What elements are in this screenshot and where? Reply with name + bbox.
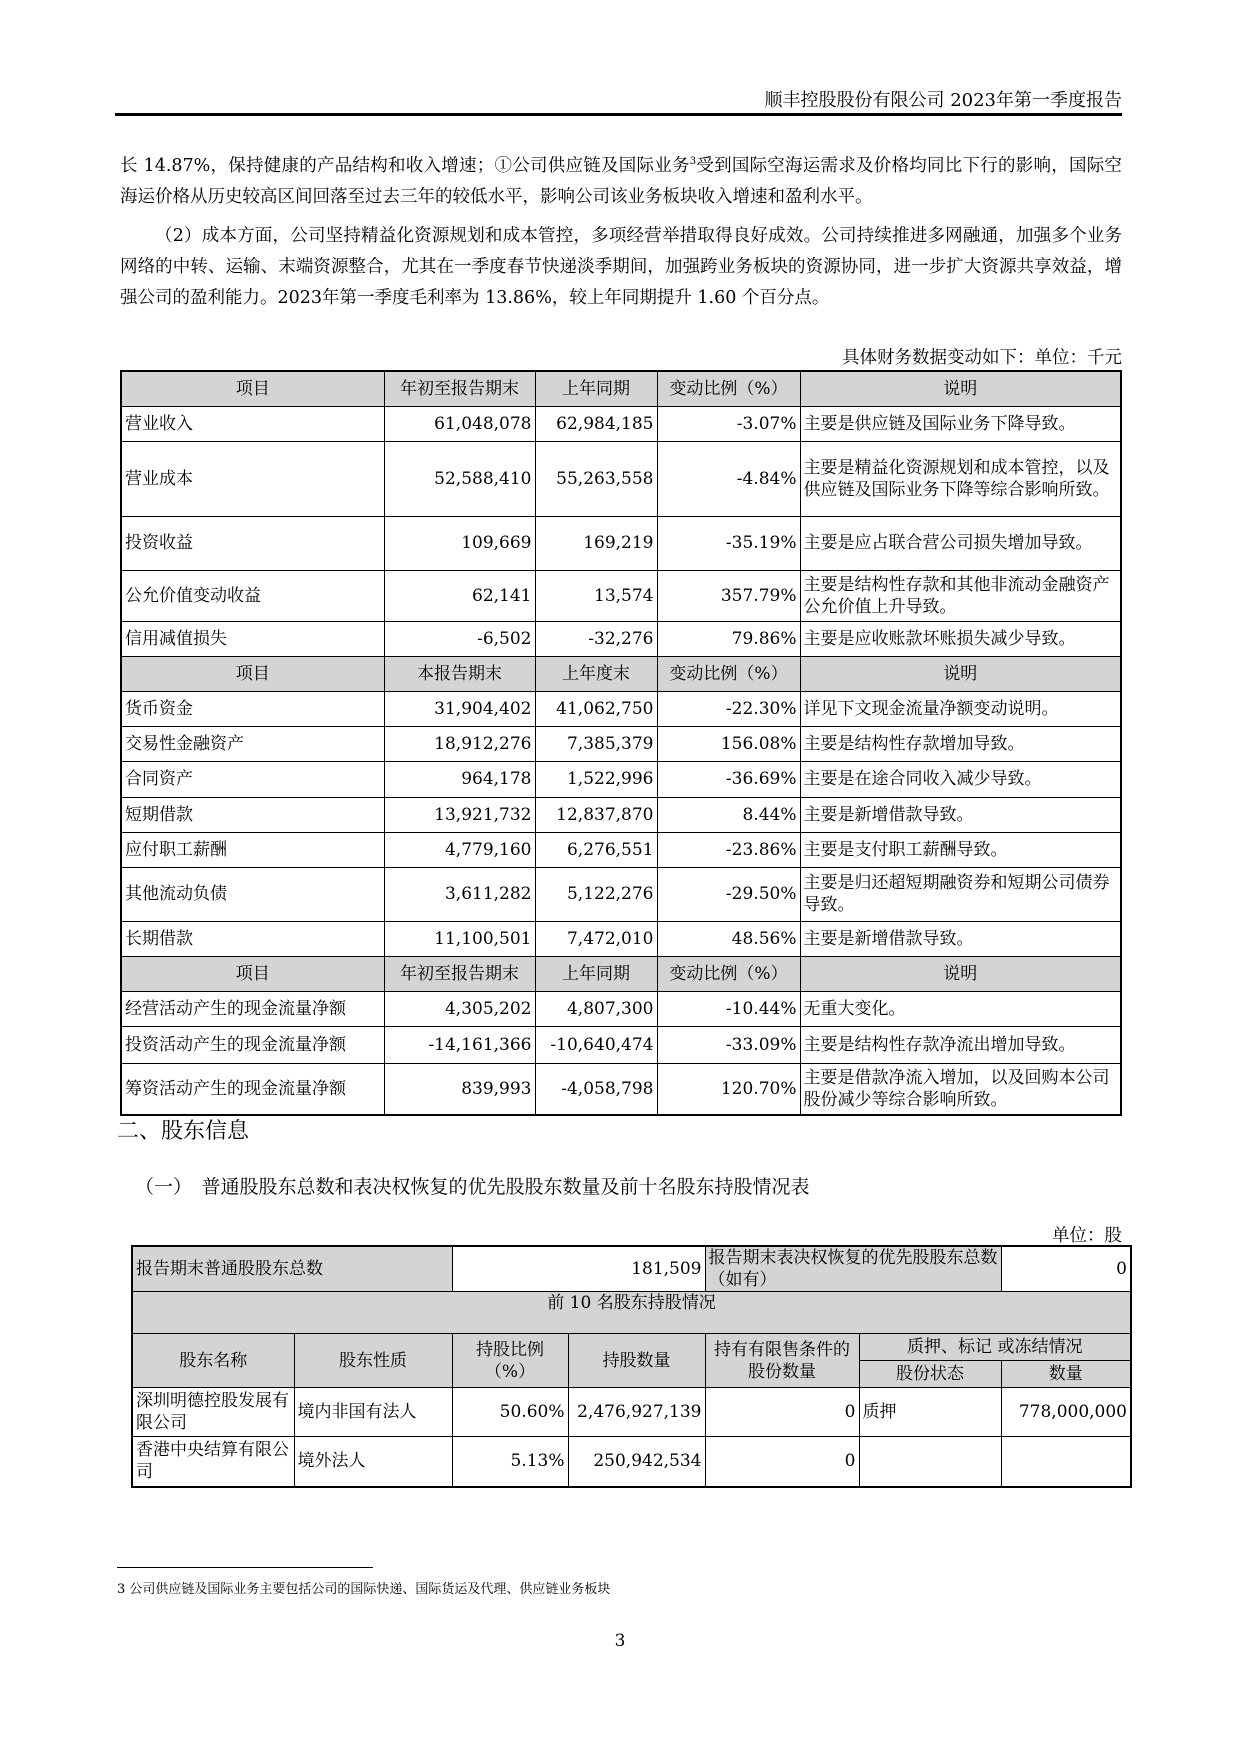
current-cell: 964,178 <box>384 761 535 797</box>
current-cell: 3,611,282 <box>384 867 535 921</box>
column-header: 变动比例（%） <box>657 956 800 991</box>
change-ratio-cell: 120.70% <box>657 1063 800 1115</box>
note-cell: 主要是结构性存款净流出增加导致。 <box>800 1026 1121 1063</box>
change-ratio-cell: -33.09% <box>657 1026 800 1063</box>
current-cell: -6,502 <box>384 621 535 656</box>
previous-cell: 1,522,996 <box>535 761 657 797</box>
note-cell: 主要是归还超短期融资券和短期公司债券导致。 <box>800 867 1121 921</box>
table-header-row <box>121 656 1121 691</box>
previous-cell: 6,276,551 <box>535 832 657 867</box>
item-cell: 信用减值损失 <box>121 621 384 656</box>
qty-cell: 2,476,927,139 <box>568 1388 705 1437</box>
table-row <box>121 1026 1121 1063</box>
shareholders-table <box>131 1245 1132 1488</box>
previous-cell: 169,219 <box>535 516 657 570</box>
col-pledge: 质押、标记 或冻结情况 <box>859 1334 1131 1361</box>
previous-cell: 13,574 <box>535 570 657 621</box>
nature-cell: 境内非国有法人 <box>294 1388 452 1437</box>
current-cell: 52,588,410 <box>384 441 535 516</box>
table-row <box>121 621 1121 656</box>
name-cell: 深圳明德控股发展有限公司 <box>132 1388 294 1437</box>
previous-cell: 62,984,185 <box>535 406 657 441</box>
current-cell: 18,912,276 <box>384 726 535 761</box>
note-cell: 主要是在途合同收入减少导致。 <box>800 761 1121 797</box>
summary-row <box>132 1246 1131 1292</box>
previous-cell: 7,385,379 <box>535 726 657 761</box>
change-ratio-cell: -35.19% <box>657 516 800 570</box>
item-cell: 其他流动负债 <box>121 867 384 921</box>
total-label: 报告期末普通股股东总数 <box>132 1246 452 1292</box>
col-status: 股份状态 <box>859 1361 1001 1388</box>
item-cell: 公允价值变动收益 <box>121 570 384 621</box>
change-ratio-cell: -36.69% <box>657 761 800 797</box>
item-cell: 交易性金融资产 <box>121 726 384 761</box>
column-header: 上年同期 <box>535 956 657 991</box>
ratio-cell: 5.13% <box>452 1437 568 1487</box>
status-cell <box>859 1437 1001 1487</box>
note-cell: 主要是应占联合营公司损失增加导致。 <box>800 516 1121 570</box>
change-ratio-cell: -29.50% <box>657 867 800 921</box>
note-cell: 主要是应收账款坏账损失减少导致。 <box>800 621 1121 656</box>
change-ratio-cell: -4.84% <box>657 441 800 516</box>
item-cell: 营业成本 <box>121 441 384 516</box>
footnote: 3 公司供应链及国际业务主要包括公司的国际快递、国际货运及代理、供应链业务板块 <box>117 1582 611 1597</box>
table-row <box>121 691 1121 726</box>
shareholder-row <box>132 1388 1131 1437</box>
name-cell: 香港中央结算有限公司 <box>132 1437 294 1487</box>
table-row <box>121 761 1121 797</box>
table-row <box>121 726 1121 761</box>
table-header-row <box>121 371 1121 406</box>
footnote-rule <box>117 1567 373 1568</box>
table-row <box>121 832 1121 867</box>
top10-title: 前 10 名股东持股情况 <box>132 1292 1131 1334</box>
column-header: 说明 <box>800 656 1121 691</box>
note-cell: 主要是借款净流入增加，以及回购本公司股份减少等综合影响所致。 <box>800 1063 1121 1115</box>
previous-cell: 7,472,010 <box>535 921 657 956</box>
note-cell: 详见下文现金流量净额变动说明。 <box>800 691 1121 726</box>
table-row <box>121 570 1121 621</box>
note-cell: 主要是结构性存款和其他非流动金融资产公允价值上升导致。 <box>800 570 1121 621</box>
table-row <box>121 406 1121 441</box>
amount-cell: 778,000,000 <box>1001 1388 1131 1437</box>
table-row <box>121 797 1121 832</box>
note-cell: 主要是支付职工薪酬导致。 <box>800 832 1121 867</box>
change-ratio-cell: -3.07% <box>657 406 800 441</box>
change-ratio-cell: 357.79% <box>657 570 800 621</box>
col-ratio: 持股比例（%） <box>452 1334 568 1388</box>
item-cell: 合同资产 <box>121 761 384 797</box>
change-ratio-cell: 48.56% <box>657 921 800 956</box>
change-ratio-cell: -10.44% <box>657 991 800 1026</box>
change-ratio-cell: 79.86% <box>657 621 800 656</box>
col-nature: 股东性质 <box>294 1334 452 1388</box>
change-ratio-cell: -22.30% <box>657 691 800 726</box>
previous-cell: 12,837,870 <box>535 797 657 832</box>
current-cell: -14,161,366 <box>384 1026 535 1063</box>
column-header: 变动比例（%） <box>657 371 800 406</box>
column-header: 项目 <box>121 371 384 406</box>
column-header: 项目 <box>121 656 384 691</box>
item-cell: 投资活动产生的现金流量净额 <box>121 1026 384 1063</box>
column-header: 上年度末 <box>535 656 657 691</box>
item-cell: 经营活动产生的现金流量净额 <box>121 991 384 1026</box>
item-cell: 货币资金 <box>121 691 384 726</box>
column-header: 说明 <box>800 956 1121 991</box>
table-row <box>121 516 1121 570</box>
col-amount: 数量 <box>1001 1361 1131 1388</box>
section-title: 二、股东信息 <box>117 1119 250 1144</box>
note-cell: 主要是精益化资源规划和成本管控，以及供应链及国际业务下降等综合影响所致。 <box>800 441 1121 516</box>
column-header: 本报告期末 <box>384 656 535 691</box>
note-cell: 主要是供应链及国际业务下降导致。 <box>800 406 1121 441</box>
current-cell: 4,779,160 <box>384 832 535 867</box>
current-cell: 109,669 <box>384 516 535 570</box>
financial-changes-table <box>120 370 1122 1116</box>
item-cell: 投资收益 <box>121 516 384 570</box>
item-cell: 应付职工薪酬 <box>121 832 384 867</box>
note-cell: 无重大变化。 <box>800 991 1121 1026</box>
item-cell: 筹资活动产生的现金流量净额 <box>121 1063 384 1115</box>
col-qty: 持股数量 <box>568 1334 705 1388</box>
table-row <box>121 441 1121 516</box>
paragraph-2 <box>120 221 1122 314</box>
table-row <box>121 867 1121 921</box>
column-header: 说明 <box>800 371 1121 406</box>
shareholder-row <box>132 1437 1131 1487</box>
footnote-ref[interactable]: 3 <box>689 156 697 167</box>
pref-label: 报告期末表决权恢复的优先股股东总数（如有） <box>705 1246 1001 1292</box>
current-cell: 61,048,078 <box>384 406 535 441</box>
change-ratio-cell: -23.86% <box>657 832 800 867</box>
item-cell: 营业收入 <box>121 406 384 441</box>
page-number: 3 <box>614 1631 626 1651</box>
nature-cell: 境外法人 <box>294 1437 452 1487</box>
p2-text: （2）成本方面，公司坚持精益化资源规划和成本管控，多项经营举措取得良好成效。公司持续推进多网融通，加强多个业务网络的中转、运输、末端资源整合，尤其在一季度春节快递淡季期间，加强跨业务板块的资源协同，进一步扩大资源共享效益，增强公司的盈利能力。2023年第一季度毛利率为 13.86%，较上年同期提升 1.60 个百分点。 <box>120 226 1122 308</box>
column-header: 年初至报告期末 <box>384 371 535 406</box>
current-cell: 4,305,202 <box>384 991 535 1026</box>
column-header: 项目 <box>121 956 384 991</box>
note-cell: 主要是新增借款导致。 <box>800 797 1121 832</box>
ratio-cell: 50.60% <box>452 1388 568 1437</box>
column-header: 上年同期 <box>535 371 657 406</box>
column-header: 变动比例（%） <box>657 656 800 691</box>
previous-cell: 4,807,300 <box>535 991 657 1026</box>
amount-cell <box>1001 1437 1131 1487</box>
status-cell: 质押 <box>859 1388 1001 1437</box>
col-restricted: 持有有限售条件的股份数量 <box>705 1334 859 1388</box>
change-ratio-cell: 8.44% <box>657 797 800 832</box>
current-cell: 13,921,732 <box>384 797 535 832</box>
p1-text-a: 长 14.87%，保持健康的产品结构和收入增速；①公司供应链及国际业务 <box>120 155 690 176</box>
table2-unit: 单位：股 <box>1052 1226 1122 1246</box>
p1-text-b: 受到国际空海运需求及价格均同比下行的影响，国际空海运价格从历史较高区间回落至过去三年的较低水平，影响公司该业务板块收入增速和盈利水平。 <box>120 155 1123 207</box>
paragraph-1 <box>120 146 1122 213</box>
previous-cell: 41,062,750 <box>535 691 657 726</box>
table1-unit: 具体财务数据变动如下：单位：千元 <box>842 348 1122 368</box>
item-cell: 短期借款 <box>121 797 384 832</box>
table-row <box>121 1063 1121 1115</box>
qty-cell: 250,942,534 <box>568 1437 705 1487</box>
current-cell: 31,904,402 <box>384 691 535 726</box>
note-cell: 主要是结构性存款增加导致。 <box>800 726 1121 761</box>
table-row <box>121 921 1121 956</box>
total-value: 181,509 <box>452 1246 705 1292</box>
pref-value: 0 <box>1001 1246 1131 1292</box>
header-rule <box>115 113 1122 116</box>
current-cell: 62,141 <box>384 570 535 621</box>
current-cell: 839,993 <box>384 1063 535 1115</box>
column-header: 年初至报告期末 <box>384 956 535 991</box>
change-ratio-cell: 156.08% <box>657 726 800 761</box>
col-name: 股东名称 <box>132 1334 294 1388</box>
table-header-row <box>121 956 1121 991</box>
previous-cell: -10,640,474 <box>535 1026 657 1063</box>
item-cell: 长期借款 <box>121 921 384 956</box>
previous-cell: -4,058,798 <box>535 1063 657 1115</box>
previous-cell: 5,122,276 <box>535 867 657 921</box>
current-cell: 11,100,501 <box>384 921 535 956</box>
restricted-cell: 0 <box>705 1437 859 1487</box>
table-row <box>121 991 1121 1026</box>
note-cell: 主要是新增借款导致。 <box>800 921 1121 956</box>
restricted-cell: 0 <box>705 1388 859 1437</box>
subsection-title: （一） 普通股股东总数和表决权恢复的优先股股东数量及前十名股东持股情况表 <box>135 1176 810 1198</box>
previous-cell: 55,263,558 <box>535 441 657 516</box>
page-header: 顺丰控股股份有限公司 2023年第一季度报告 <box>764 90 1122 111</box>
previous-cell: -32,276 <box>535 621 657 656</box>
